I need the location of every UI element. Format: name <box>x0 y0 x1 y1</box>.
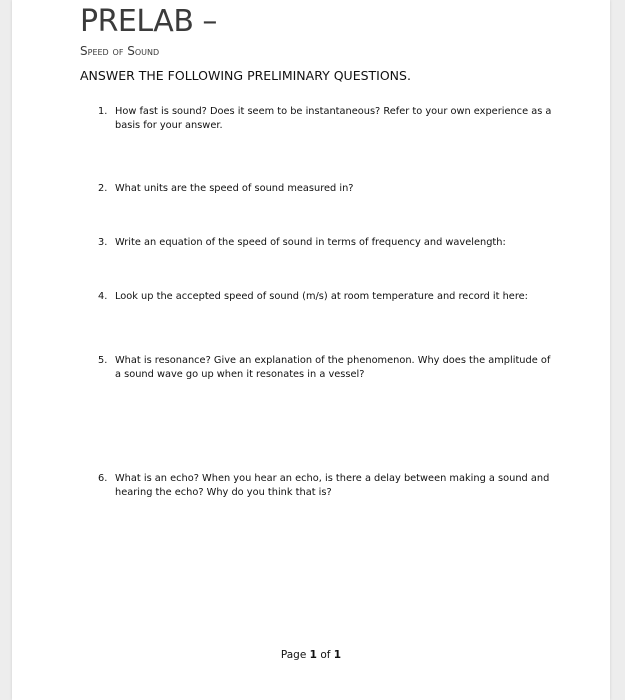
page-of-label: of <box>320 649 331 661</box>
question-number: 1. <box>98 106 108 117</box>
question-3 <box>98 236 558 250</box>
question-number: 3. <box>98 237 108 248</box>
question-1 <box>98 105 558 133</box>
document-page <box>12 0 610 700</box>
question-4 <box>98 290 558 304</box>
question-number: 2. <box>98 183 108 194</box>
question-2 <box>98 182 558 196</box>
page-title: PRELAB – <box>80 4 217 39</box>
total-page-count: 1 <box>333 649 342 661</box>
question-5 <box>98 354 558 382</box>
question-number: 6. <box>98 473 108 484</box>
question-text: What units are the speed of sound measured in? <box>115 183 354 194</box>
page-footer <box>12 648 610 662</box>
question-number: 5. <box>98 355 108 366</box>
instructions-heading: ANSWER THE FOLLOWING PRELIMINARY QUESTIONS. <box>80 68 411 83</box>
question-text: Look up the accepted speed of sound (m/s) at room temperature and record it here: <box>115 291 528 302</box>
page-subtitle: Speed of Sound <box>80 44 160 58</box>
question-number: 4. <box>98 291 108 302</box>
current-page-number: 1 <box>309 649 317 661</box>
question-text: What is resonance? Give an explanation of the phenomenon. Why does the amplitude of a sound wave go up when it resonates in a vessel? <box>115 355 551 380</box>
question-text: Write an equation of the speed of sound in terms of frequency and wavelength: <box>115 237 506 248</box>
page-label: Page <box>280 649 307 661</box>
question-text: What is an echo? When you hear an echo, is there a delay between making a sound and hearing the echo? Why do you think that is? <box>115 473 550 498</box>
question-text: How fast is sound? Does it seem to be instantaneous? Refer to your own experience as a basis for your answer. <box>115 106 552 131</box>
question-6 <box>98 472 558 500</box>
